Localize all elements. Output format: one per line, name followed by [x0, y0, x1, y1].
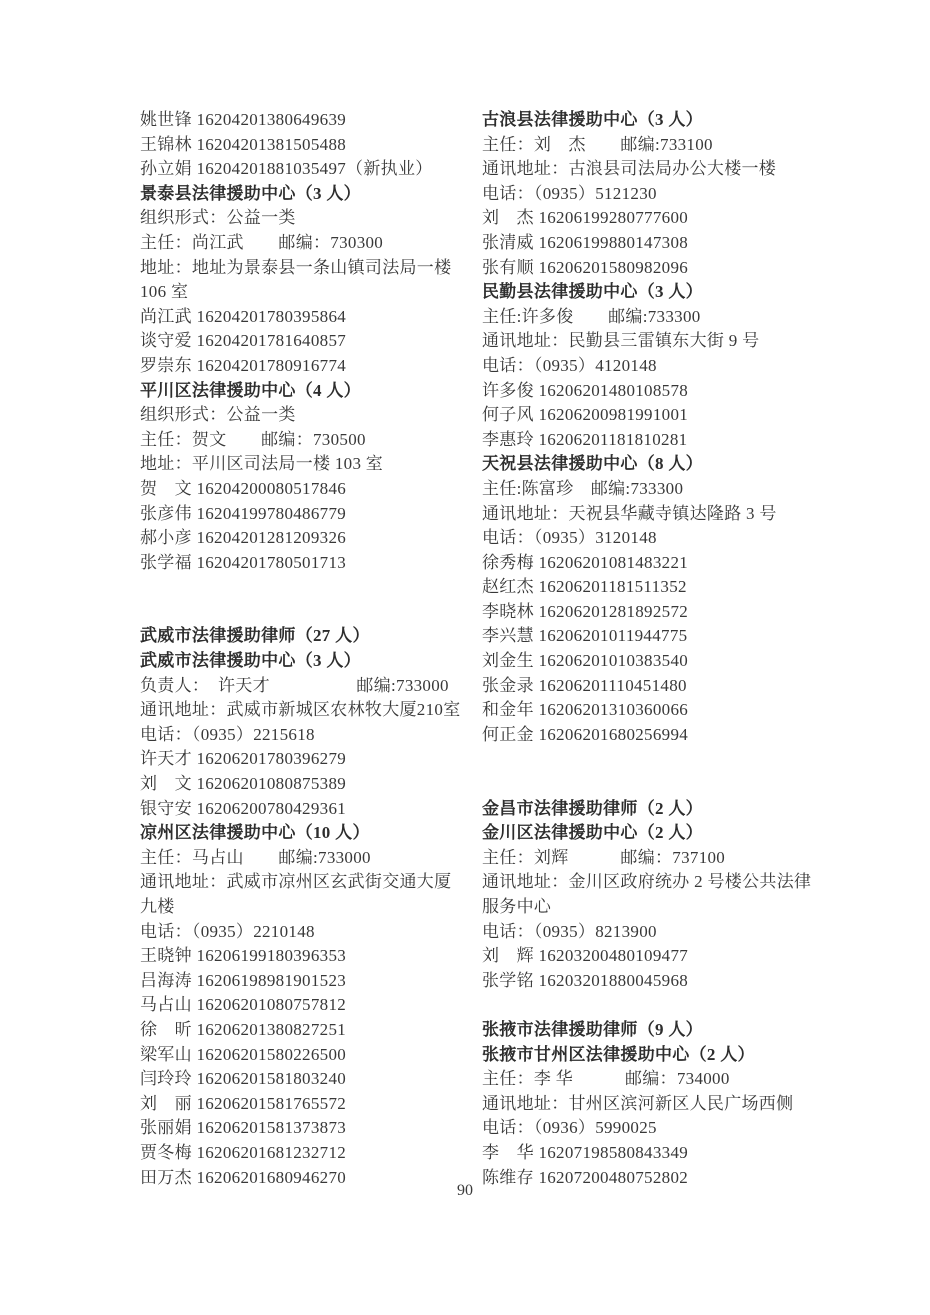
- section-heading: 金川区法律援助中心（2 人）: [482, 823, 703, 843]
- section-heading: 金昌市法律援助律师（2 人）: [482, 798, 703, 818]
- text-line: 银守安 16206200780429361: [140, 798, 347, 818]
- text-line: 贺 文 16204200080517846: [140, 478, 347, 498]
- text-line: 尚江武 16204201780395864: [140, 306, 347, 326]
- right-column: [482, 108, 816, 1190]
- text-line: 地址：地址为景泰县一条山镇司法局一楼: [140, 257, 452, 277]
- text-line: 贾冬梅 16206201681232712: [140, 1142, 347, 1162]
- text-line: 王晓钟 16206199180396353: [140, 946, 347, 966]
- text-line: 主任：刘 杰 邮编:733100: [482, 134, 713, 154]
- text-line: 张金录 16206201110451480: [482, 675, 687, 695]
- text-line: 李兴慧 16206201011944775: [482, 626, 688, 646]
- blank-line: [482, 747, 816, 772]
- text-line: 组织形式：公益一类: [140, 405, 296, 425]
- text-line: 电话：（0935）5121230: [482, 183, 657, 203]
- text-line: 孙立娟 16204201881035497（新执业）: [140, 159, 433, 179]
- blank-line: [140, 600, 474, 625]
- text-line: 通讯地址：武威市凉州区玄武街交通大厦: [140, 872, 452, 892]
- text-line: 陈维存 16207200480752802: [482, 1167, 689, 1187]
- text-line: 李 华 16207198580843349: [482, 1142, 689, 1162]
- text-line: 郝小彦 16204201281209326: [140, 528, 347, 548]
- text-line: 田万杰 16206201680946270: [140, 1167, 347, 1187]
- section-heading: 天祝县法律援助中心（8 人）: [482, 454, 703, 474]
- blank-line: [482, 993, 816, 1018]
- section-heading: 景泰县法律援助中心（3 人）: [140, 183, 361, 203]
- text-line: 吕海涛 16206198981901523: [140, 970, 347, 990]
- text-line: 电话：（0935）2215618: [140, 724, 315, 744]
- text-line: 刘 文 16206201080875389: [140, 774, 347, 794]
- text-line: 谈守爱 16204201781640857: [140, 331, 347, 351]
- section-heading: 民勤县法律援助中心（3 人）: [482, 282, 703, 302]
- section-heading: 张掖市法律援助律师（9 人）: [482, 1019, 703, 1039]
- text-line: 主任：刘辉 邮编：737100: [482, 847, 726, 867]
- section-heading: 武威市法律援助律师（27 人）: [140, 626, 370, 646]
- text-line: 张彦伟 16204199780486779: [140, 503, 347, 523]
- text-line: 106 室: [140, 282, 189, 302]
- text-line: 许多俊 16206201480108578: [482, 380, 689, 400]
- text-line: 姚世锋 16204201380649639: [140, 110, 347, 129]
- text-line: 罗崇东 16204201780916774: [140, 355, 347, 375]
- left-column: [140, 108, 474, 1190]
- text-line: 通讯地址：天祝县华藏寺镇达隆路 3 号: [482, 503, 777, 523]
- text-line: 通讯地址：金川区政府统办 2 号楼公共法律: [482, 872, 812, 892]
- text-line: 梁军山 16206201580226500: [140, 1044, 347, 1064]
- text-line: 和金年 16206201310360066: [482, 700, 689, 720]
- text-line: 徐 昕 16206201380827251: [140, 1019, 347, 1039]
- text-line: 赵红杰 16206201181511352: [482, 577, 687, 597]
- text-line: 李晓林 16206201281892572: [482, 601, 689, 621]
- text-line: 主任：贺文 邮编：730500: [140, 429, 366, 449]
- text-line: 张学铭 16203201880045968: [482, 970, 689, 990]
- text-line: 王锦林 16204201381505488: [140, 134, 347, 154]
- text-line: 刘 丽 16206201581765572: [140, 1093, 347, 1113]
- text-line: 通讯地址：甘州区滨河新区人民广场西侧: [482, 1093, 794, 1113]
- text-line: 张有顺 16206201580982096: [482, 257, 689, 277]
- text-line: 地址：平川区司法局一楼 103 室: [140, 454, 384, 474]
- text-line: 刘 杰 16206199280777600: [482, 208, 689, 228]
- text-line: 服务中心: [482, 897, 552, 916]
- text-line: 徐秀梅 16206201081483221: [482, 552, 689, 572]
- text-line: 九楼: [140, 897, 175, 916]
- blank-line: [140, 575, 474, 600]
- text-line: 通讯地址：民勤县三雷镇东大街 9 号: [482, 331, 760, 351]
- blank-line: [482, 772, 816, 797]
- text-line: 主任:许多俊 邮编:733300: [482, 306, 701, 326]
- section-heading: 张掖市甘州区法律援助中心（2 人）: [482, 1044, 755, 1064]
- section-heading: 凉州区法律援助中心（10 人）: [140, 823, 370, 843]
- text-line: 主任：李 华 邮编：734000: [482, 1069, 730, 1089]
- text-line: 主任:陈富珍 邮编:733300: [482, 478, 684, 498]
- text-line: 电话：（0935）2210148: [140, 921, 315, 941]
- text-line: 刘金生 16206201010383540: [482, 651, 689, 671]
- text-line: 张学福 16204201780501713: [140, 552, 347, 572]
- text-line: 张丽娟 16206201581373873: [140, 1118, 347, 1138]
- text-line: 通讯地址：武威市新城区农林牧大厦210室: [140, 700, 461, 720]
- text-line: 何子风 16206200981991001: [482, 405, 689, 425]
- text-line: 电话：（0935）8213900: [482, 921, 657, 941]
- text-line: 负责人： 许天才 邮编:733000: [140, 675, 449, 695]
- text-line: 马占山 16206201080757812: [140, 995, 347, 1015]
- text-line: 电话：（0936）5990025: [482, 1118, 657, 1138]
- text-line: 电话：（0935）3120148: [482, 528, 657, 548]
- text-line: 主任：马占山 邮编:733000: [140, 847, 371, 867]
- text-line: 电话：（0935）4120148: [482, 355, 657, 375]
- text-line: 通讯地址：古浪县司法局办公大楼一楼: [482, 159, 777, 179]
- two-column-text-body: [140, 108, 816, 1190]
- section-heading: 武威市法律援助中心（3 人）: [140, 651, 361, 671]
- section-heading: 古浪县法律援助中心（3 人）: [482, 110, 703, 129]
- text-line: 许天才 16206201780396279: [140, 749, 347, 769]
- text-line: 刘 辉 16203200480109477: [482, 946, 689, 966]
- text-line: 张清威 16206199880147308: [482, 232, 689, 252]
- text-line: 组织形式：公益一类: [140, 208, 296, 228]
- text-line: 闫玲玲 16206201581803240: [140, 1069, 347, 1089]
- section-heading: 平川区法律援助中心（4 人）: [140, 380, 361, 400]
- text-line: 李惠玲 16206201181810281: [482, 429, 688, 449]
- text-line: 何正金 16206201680256994: [482, 724, 689, 744]
- page-number: 90: [457, 1182, 473, 1199]
- text-line: 主任：尚江武 邮编：730300: [140, 232, 384, 252]
